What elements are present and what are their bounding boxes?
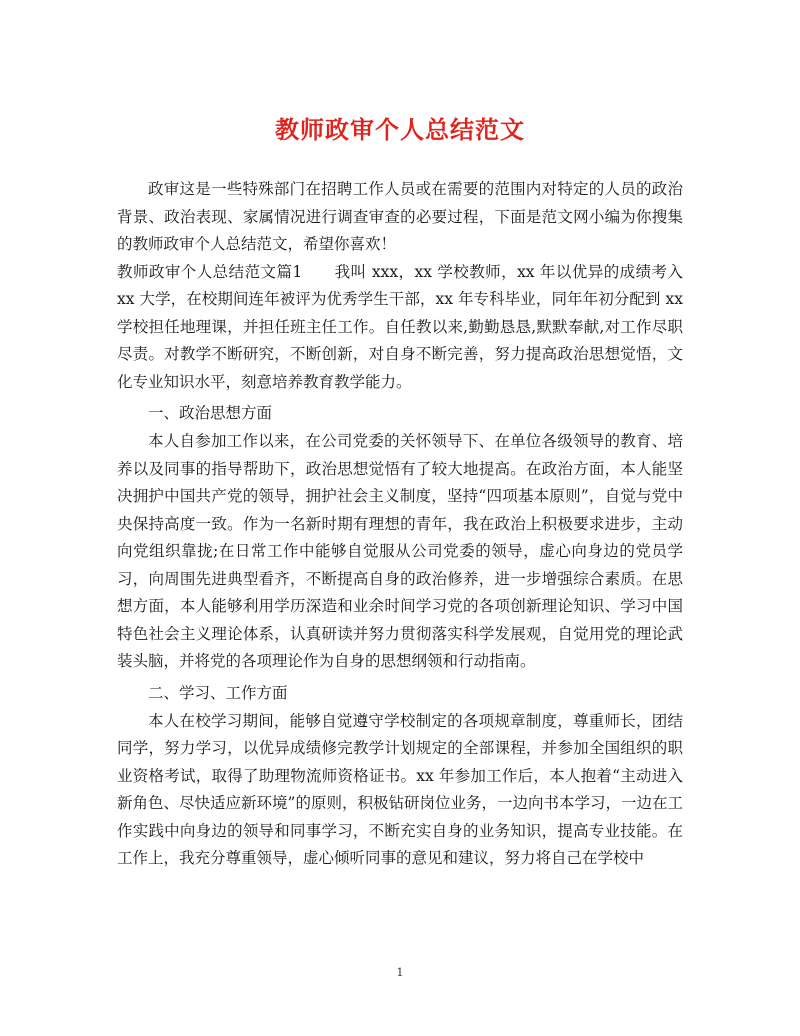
page-number: 1 [396, 966, 404, 979]
article-paragraph: 教师政审个人总结范文篇1 我叫 xxx，xx 学校教师，xx 年以优异的成绩考入 xx 大学，在校期间连年被评为优秀学生干部，xx 年专科毕业，同年年初分配到 xx 学校担任地理课，并担任班主任工作。自任教以来,勤勤恳恳,默默奉献,对工作尽职尽责。对教学不断研究，不断创新，对自身不断完善，努力提高政治思想觉悟，文化专业知识水平，刻意培养教育教学能力。 [117, 262, 683, 391]
section-heading-politics: 一、政治思想方面 [148, 404, 273, 422]
intro-paragraph: 政审这是一些特殊部门在招聘工作人员或在需要的范围内对特定的人员的政治背景、政治表现、家属情况进行调查审查的必要过程，下面是范文网小编为你搜集的教师政审个人总结范文，希望你喜欢！ [117, 180, 683, 253]
section-paragraph-study-work: 本人在校学习期间，能够自觉遵守学校制定的各项规章制度，尊重师长，团结同学，努力学习，以优异成绩修完教学计划规定的全部课程，并参加全国组织的职业资格考试，取得了助理物流师资格证书。xx 年参加工作后，本人抱着“主动进入新角色、尽快适应新环境”的原则，积极钻研岗位业务，一边向书本学习，一边在工作实践中向身边的领导和同事学习，不断充实自身的业务知识，提高专业技能。在工作上，我充分尊重领导，虚心倾听同事的意见和建议，努力将自己在学校中 [117, 711, 683, 867]
section-paragraph-politics: 本人自参加工作以来，在公司党委的关怀领导下、在单位各级领导的教育、培养以及同事的指导帮助下，政治思想觉悟有了较大地提高。在政治方面，本人能坚决拥护中国共产党的领导，拥护社会主义制度，坚持“四项基本原则”，自觉与党中央保持高度一致。作为一名新时期有理想的青年，我在政治上积极要求进步，主动向党组织靠拢;在日常工作中能够自觉服从公司党委的领导，虚心向身边的党员学习，向周围先进典型看齐，不断提高自身的政治修养，进一步增强综合素质。在思想方面，本人能够利用学历深造和业余时间学习党的各项创新理论知识、学习中国特色社会主义理论体系，认真研读并努力贯彻落实科学发展观，自觉用党的理论武装头脑，并将党的各项理论作为自身的思想纲领和行动指南。 [117, 432, 683, 670]
document-title: 教师政审个人总结范文 [275, 115, 525, 144]
section-heading-study-work: 二、学习、工作方面 [148, 683, 288, 702]
document-body [117, 176, 683, 873]
